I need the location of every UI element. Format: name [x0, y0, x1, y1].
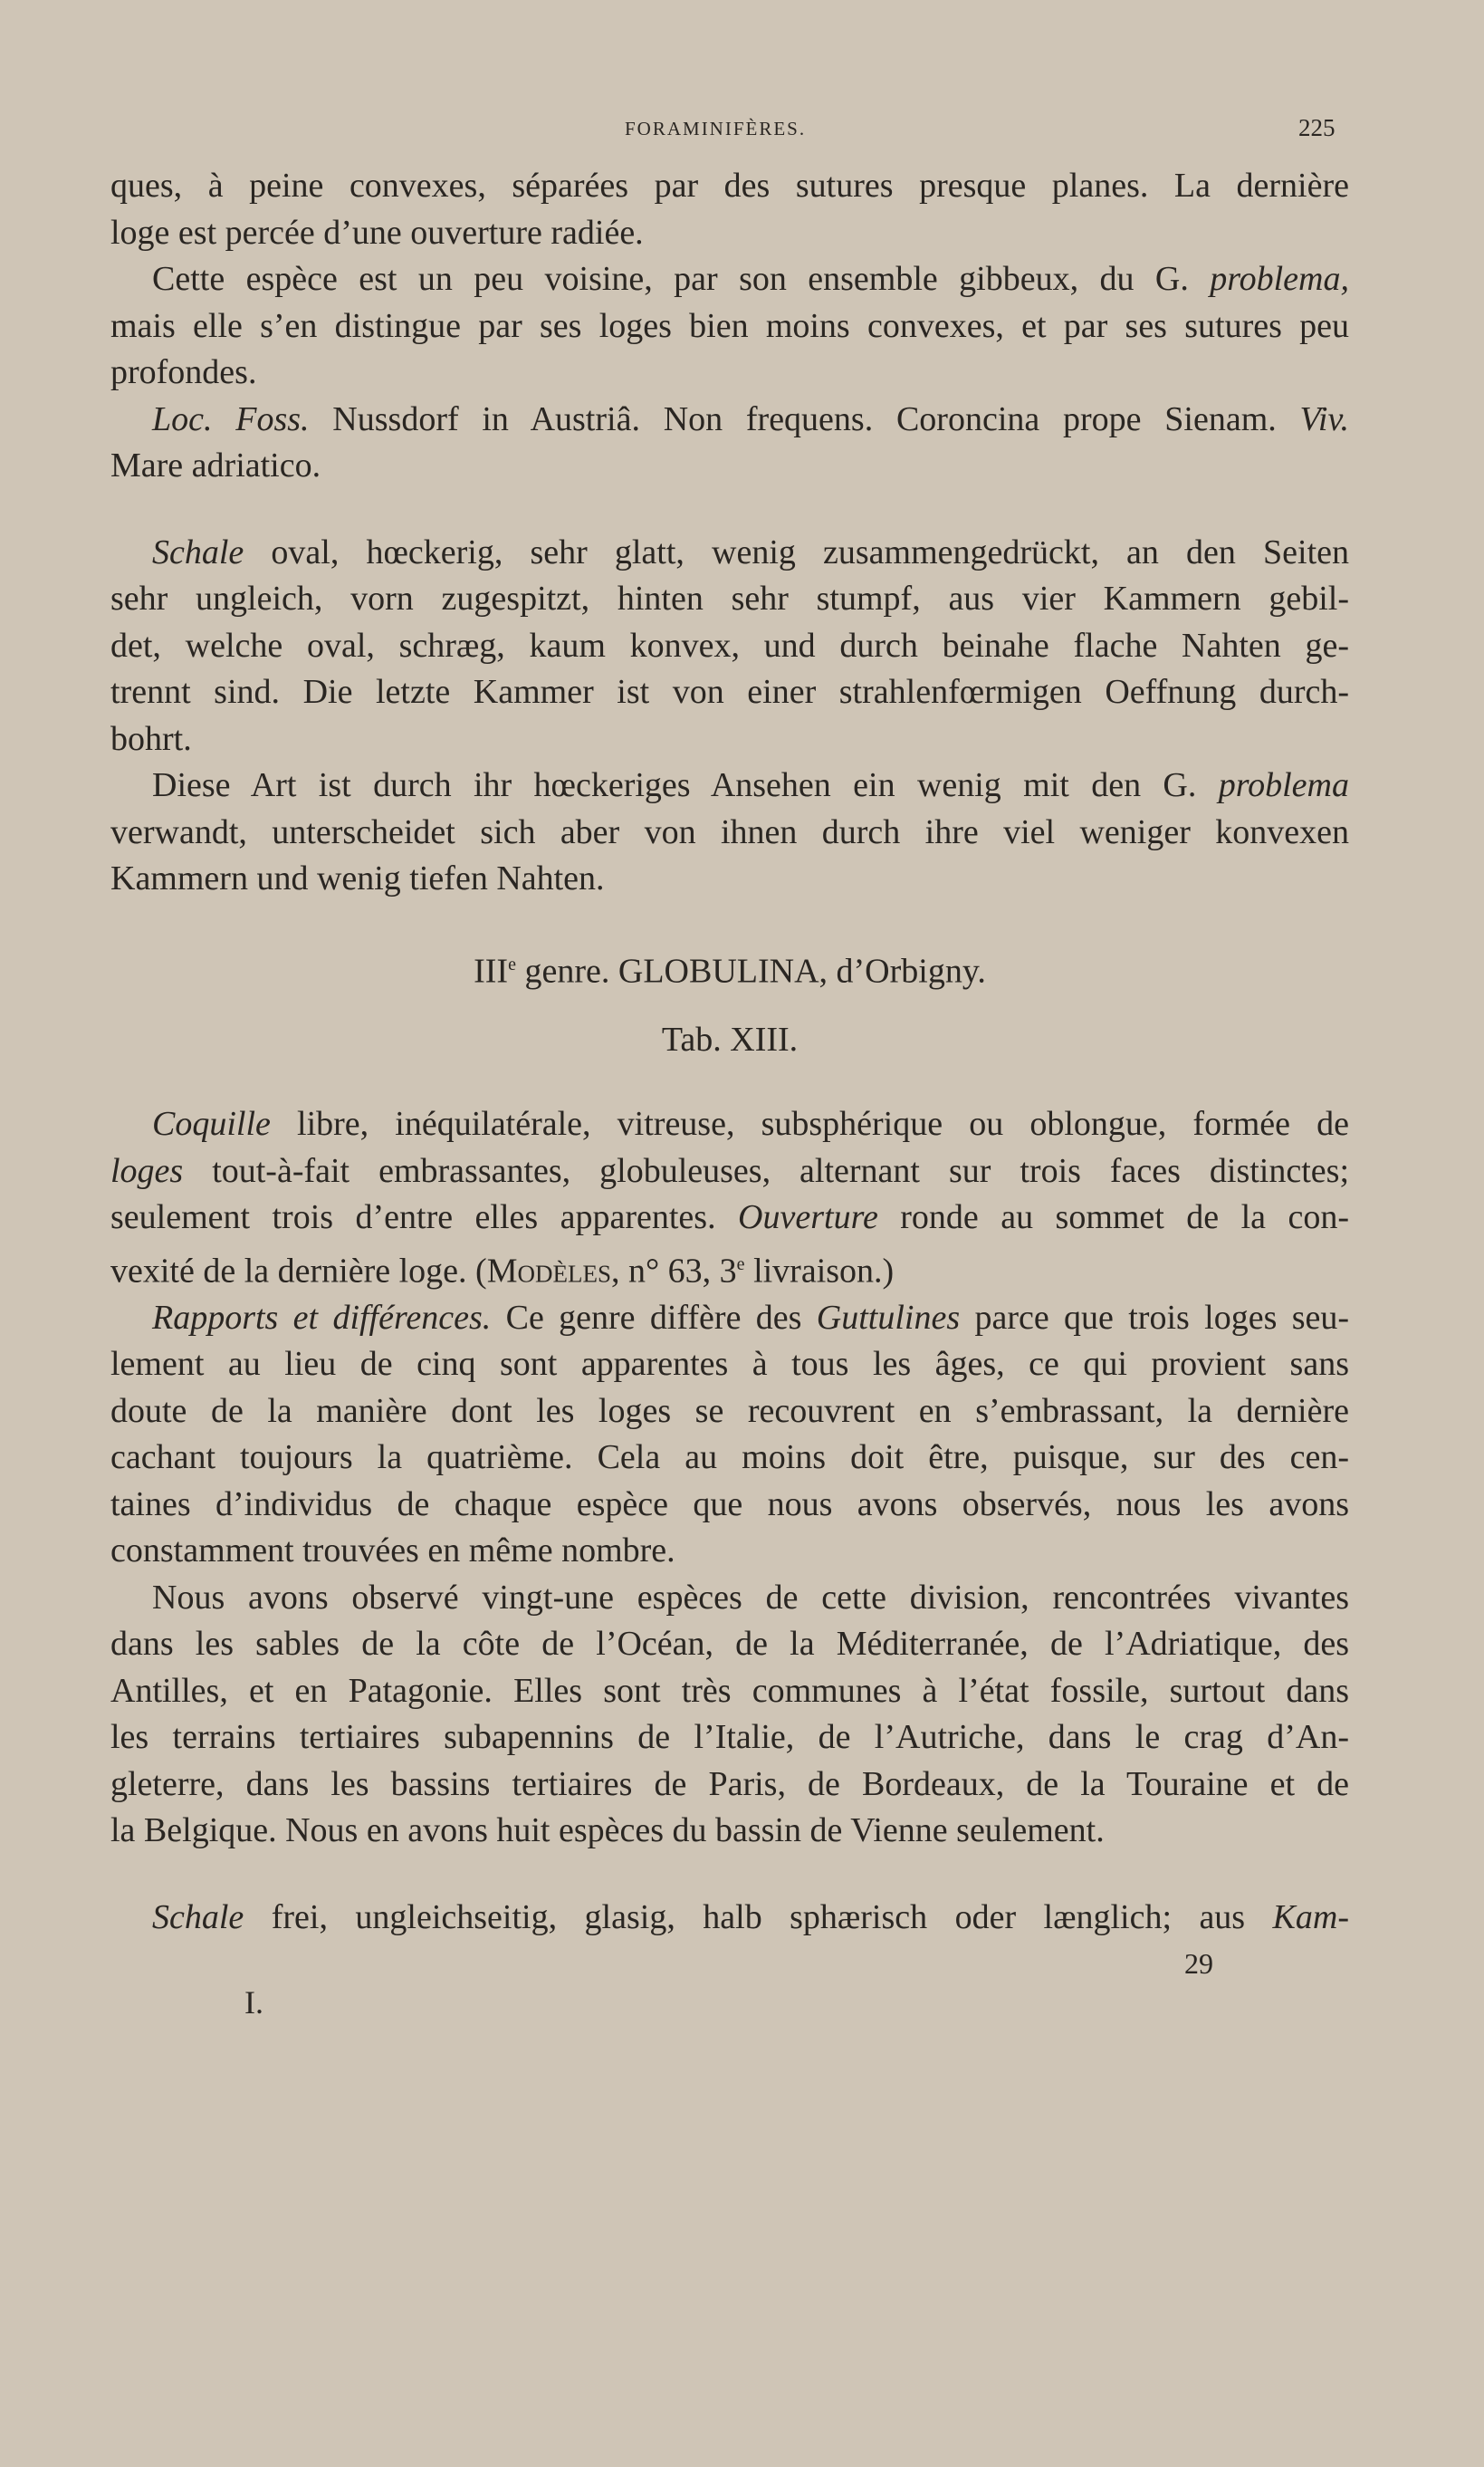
page-number: 225: [1298, 114, 1336, 141]
plate-reference: Tab. XIII.: [661, 1021, 799, 1060]
spacer: [110, 1855, 1349, 1895]
paragraph-de-description: [110, 530, 1349, 763]
text-line: det, welche oval, schræg, kaum konvex, und durch beinahe flache Nahten ge-: [110, 626, 1349, 665]
text-line: cachant toujours la quatrième. Cela au moins doit être, puisque, sur des cen-: [110, 1438, 1349, 1477]
text-line: lement au lieu de cinq sont apparentes à tous les âges, ce qui provient sans: [110, 1345, 1349, 1384]
paragraph-fr-comparison: [110, 256, 1349, 397]
text-line: Cette espèce est un peu voisine, par son ensemble gibbeux, du G. problema,: [152, 260, 1349, 298]
text-line: loge est percée d’une ouverture radiée.: [110, 213, 644, 252]
body-text: [110, 163, 1349, 1941]
signature-mark-sheet: 29: [1184, 1947, 1213, 1980]
paragraph-distribution: [110, 1575, 1349, 1855]
text-line: Antilles, et en Patagonie. Elles sont très communes à l’état fossile, surtout dans: [110, 1671, 1349, 1710]
text-line: doute de la manière dont les loges se recouvrent en s’embrassant, la dernière: [110, 1391, 1349, 1430]
text-line: les terrains tertiaires subapennins de l’Italie, de l’Autriche, dans le crag d’An-: [110, 1718, 1349, 1757]
page-header: [0, 114, 1484, 154]
spacer: [110, 903, 1349, 943]
paragraph-fr-description: [110, 163, 1349, 256]
paragraph-genus-definition: [110, 1101, 1349, 1295]
text-line: profondes.: [110, 353, 257, 391]
text-line: gleterre, dans les bassins tertiaires de Paris, de Bordeaux, de la Touraine et de: [110, 1764, 1349, 1803]
text-line: verwandt, unterscheidet sich aber von ihnen durch ihre viel weniger konvexen: [110, 812, 1349, 851]
text-line: Mare adriatico.: [110, 446, 321, 485]
text-line: Schale oval, hœckerig, sehr glatt, wenig zusammengedrückt, an den Seiten: [152, 533, 1349, 571]
text-line: Kammern und wenig tiefen Nahten.: [110, 859, 605, 898]
paragraph-relations: [110, 1295, 1349, 1575]
text-line: mais elle s’en distingue par ses loges bien moins convexes, et par ses sutures peu: [110, 306, 1349, 345]
signature-mark-volume: I.: [244, 1984, 263, 2021]
paragraph-de-genus: [110, 1895, 1349, 1942]
text-line: Rapports et différences. Ce genre diffère des Guttulines parce que trois loges seu-: [152, 1298, 1349, 1337]
spacer: [110, 490, 1349, 530]
text-line: dans les sables de la côte de l’Océan, de la Méditerranée, de l’Adriatique, des: [110, 1625, 1349, 1664]
text-line: trennt sind. Die letzte Kammer ist von einer strahlenfœrmigen Oeffnung durch-: [110, 673, 1349, 711]
paragraph-de-comparison: [110, 763, 1349, 903]
text-line: Diese Art ist durch ihr hœckeriges Ansehen ein wenig mit den G. problema: [152, 766, 1349, 804]
text-line: taines d’individus de chaque espèce que nous avons observés, nous les avons: [110, 1484, 1349, 1523]
text-line: vexité de la dernière loge. (Modèles, n° 63, 3e livraison.): [110, 1252, 895, 1291]
genus-heading: IIIe genre. GLOBULINA, d’Orbigny.: [474, 952, 986, 991]
text-line: ques, à peine convexes, séparées par des sutures presque planes. La dernière: [110, 167, 1349, 205]
text-line: seulement trois d’entre elles apparentes. Ouverture ronde au sommet de la con-: [110, 1198, 1349, 1237]
text-line: Loc. Foss. Nussdorf in Austriâ. Non frequens. Coroncina prope Sienam. Viv.: [152, 399, 1350, 438]
spacer: [110, 1061, 1349, 1101]
text-line: Coquille libre, inéquilatérale, vitreuse, subsphérique ou oblongue, formée de: [152, 1105, 1349, 1144]
text-line: sehr ungleich, vorn zugespitzt, hinten sehr stumpf, aus vier Kammern gebil-: [110, 580, 1349, 618]
text-line: bohrt.: [110, 719, 192, 758]
running-title: FORAMINIFÈRES.: [625, 118, 807, 139]
text-line: Nous avons observé vingt-une espèces de cette division, rencontrées vivantes: [152, 1578, 1349, 1617]
text-line: Schale frei, ungleichseitig, glasig, halb sphærisch oder længlich; aus Kam-: [152, 1897, 1349, 1936]
text-line: loges tout-à-fait embrassantes, globuleuses, alternant sur trois faces distinctes;: [110, 1151, 1349, 1190]
text-line: constamment trouvées en même nombre.: [110, 1531, 675, 1570]
paragraph-locality: [110, 397, 1349, 490]
text-line: la Belgique. Nous en avons huit espèces du bassin de Vienne seulement.: [110, 1811, 1105, 1850]
